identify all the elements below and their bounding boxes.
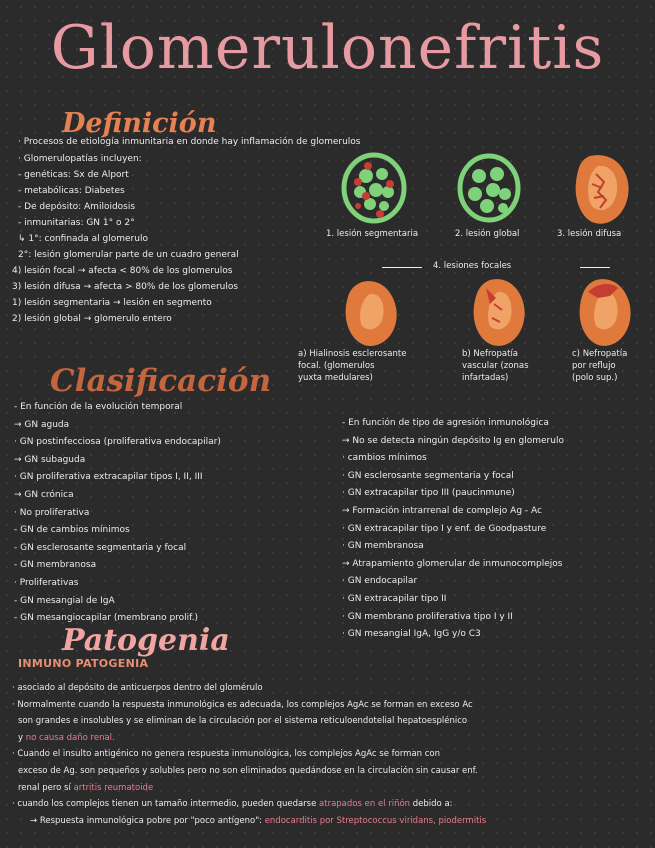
definicion-line: 2°: lesión glomerular parte de un cuadro general (18, 250, 239, 260)
clasificacion-left-line: → GN aguda (14, 419, 70, 430)
clasificacion-heading: Clasificación (50, 363, 272, 399)
caption-focal-b (462, 348, 529, 384)
focal-bracket-right (580, 267, 610, 268)
kidney-focal-b-icon (474, 279, 525, 346)
focal-lesions-label: 4. lesiones focales (433, 261, 512, 271)
clasificacion-left-line: - GN membranosa (14, 560, 97, 571)
glomerulus-diagrams (338, 148, 638, 230)
patogenia-line: · Normalmente cuando la respuesta inmunológica es adecuada, los complejos AgAc se forman en exceso Ac (12, 699, 473, 710)
clasificacion-right (342, 415, 652, 644)
clasificacion-left-line: · Proliferativas (14, 577, 79, 588)
clasificacion-left-line: - GN mesangial de IgA (14, 595, 115, 606)
glomerulus-segmental-icon (344, 155, 404, 221)
clasificacion-right-line: · GN mesangial IgA, IgG y/o C3 (342, 629, 481, 640)
definicion-line: - genéticas: Sx de Alport (18, 170, 129, 180)
definicion-line: - metabólicas: Diabetes (18, 186, 125, 196)
inmunopatogenia-subheading: INMUNO PATOGENIA (18, 657, 149, 670)
clasificacion-right-line: · GN extracapilar tipo II (342, 593, 447, 604)
clasificacion-left-line: - GN mesangiocapilar (membrano prolif.) (14, 613, 199, 624)
kidney-focal-c-icon (580, 279, 631, 346)
clasificacion-left-line: · GN proliferativa extracapilar tipos I, II, III (14, 472, 203, 483)
patogenia-line (12, 730, 652, 747)
caption-focal-c (572, 348, 627, 384)
caption-line: c) Nefropatía (572, 349, 628, 359)
definicion-line: - inmunitarias: GN 1° o 2° (18, 218, 135, 228)
definicion-line: ↳ 1°: confinada al glomerulo (18, 234, 148, 244)
definicion-heading: Definición (62, 108, 217, 139)
clasificacion-left-line: - En función de la evolución temporal (14, 402, 183, 412)
highlight-no-renal-damage: no causa daño renal. (25, 732, 115, 743)
clasificacion-left-line: → GN subaguda (14, 454, 86, 465)
focal-bracket-left (382, 267, 422, 268)
clasificacion-left-line: - GN de cambios mínimos (14, 525, 130, 536)
caption-line: b) Nefropatía (462, 349, 519, 359)
patogenia-heading: Patogenia (62, 623, 230, 658)
patogenia-line: son grandes e insolubles y se eliminan de la circulación por el sistema reticuloendotelial hepatoesplénico (18, 716, 468, 727)
caption-line: focal. (glomerulos (298, 361, 375, 371)
patogenia-text: → Respuesta inmunológica pobre por "poco antígeno": (30, 815, 262, 826)
caption-line: a) Hialinosis esclerosante (298, 349, 407, 359)
clasificacion-right-line: · GN extracapilar tipo III (paucinmune) (342, 488, 515, 499)
patogenia-body (12, 680, 652, 829)
patogenia-line (12, 796, 652, 813)
caption-line: vascular (zonas (462, 361, 529, 371)
clasificacion-left-line: · No proliferativa (14, 507, 90, 518)
clasificacion-right-line: - En función de tipo de agresión inmunológica (342, 418, 549, 428)
patogenia-line (12, 780, 652, 797)
definicion-line: 4) lesión focal → afecta < 80% de los glomerulos (12, 266, 233, 276)
patogenia-text: · cuando los complejos tienen un tamaño intermedio, pueden quedarse (12, 799, 317, 810)
glomerulus-global-icon (460, 156, 518, 220)
caption-line: yuxta medulares) (298, 373, 373, 383)
definicion-line: · Procesos de etiología inmunitaria en donde hay inflamación de glomerulos (18, 137, 361, 147)
clasificacion-right-line: · cambios mínimos (342, 453, 427, 464)
clasificacion-right-line: · GN membranosa (342, 541, 424, 552)
clasificacion-left-line: - GN esclerosante segmentaria y focal (14, 542, 187, 553)
definicion-line: 1) lesión segmentaria → lesión en segmento (12, 298, 212, 308)
clasificacion-right-line: · GN membrano proliferativa tipo I y II (342, 611, 513, 622)
clasificacion-left-line: · GN postinfecciosa (proliferativa endocapilar) (14, 437, 221, 448)
highlight-endocarditis: endocarditis por Streptococcus viridans, piodermitis (264, 815, 487, 826)
clasificacion-right-line: · GN extracapilar tipo I y enf. de Goodpasture (342, 523, 547, 534)
caption-focal-a (298, 348, 406, 384)
clasificacion-left-line: → GN crónica (14, 489, 74, 500)
patogenia-line: exceso de Ag. son pequeños y solubles pero no son eliminados quedándose en la circulación sin causar enf. (18, 765, 478, 776)
highlight-atrapados: atrapados en el riñón (319, 799, 411, 810)
caption-global: 2. lesión global (455, 229, 520, 239)
clasificacion-right-line: → No se detecta ningún depósito Ig en glomerulo (342, 435, 564, 446)
kidney-focal-a-icon (346, 281, 397, 346)
definicion-line: 2) lesión global → glomerulo entero (12, 314, 172, 324)
clasificacion-right-line: · GN endocapilar (342, 576, 418, 587)
patogenia-line: · asociado al depósito de anticuerpos dentro del glomérulo (12, 683, 263, 693)
patogenia-line: · Cuando el insulto antigénico no genera respuesta inmunológica, los complejos AgAc se forman con (12, 749, 441, 760)
patogenia-text: renal pero sí (18, 782, 71, 793)
definicion-line: - De depósito: Amiloidosis (18, 202, 136, 212)
definicion-line: · Glomerulopatías incluyen: (18, 154, 142, 164)
definicion-lines (12, 134, 362, 327)
clasificacion-right-line: → Atrapamiento glomerular de inmunocomplejos (342, 558, 563, 569)
caption-diffuse: 3. lesión difusa (557, 229, 622, 239)
definicion-line: 3) lesión difusa → afecta > 80% de los glomerulos (12, 282, 239, 292)
patogenia-line (12, 813, 652, 830)
patogenia-text: debido a: (412, 799, 453, 810)
kidney-diagrams (330, 272, 640, 350)
kidney-diffuse-icon (576, 155, 629, 224)
clasificacion-right-line: · GN esclerosante segmentaria y focal (342, 470, 514, 481)
clasificacion-left (14, 399, 344, 628)
patogenia-text: y (18, 732, 24, 743)
caption-line: infartadas) (462, 373, 509, 383)
highlight-artritis: artritis reumatoide (73, 782, 154, 793)
caption-segmental: 1. lesión segmentaria (326, 229, 419, 239)
caption-line: por reflujo (572, 361, 616, 371)
caption-line: (polo sup.) (572, 373, 618, 383)
page-title: Glomerulonefritis (50, 13, 605, 83)
clasificacion-right-line: → Formación intrarrenal de complejo Ag - Ac (342, 505, 542, 516)
